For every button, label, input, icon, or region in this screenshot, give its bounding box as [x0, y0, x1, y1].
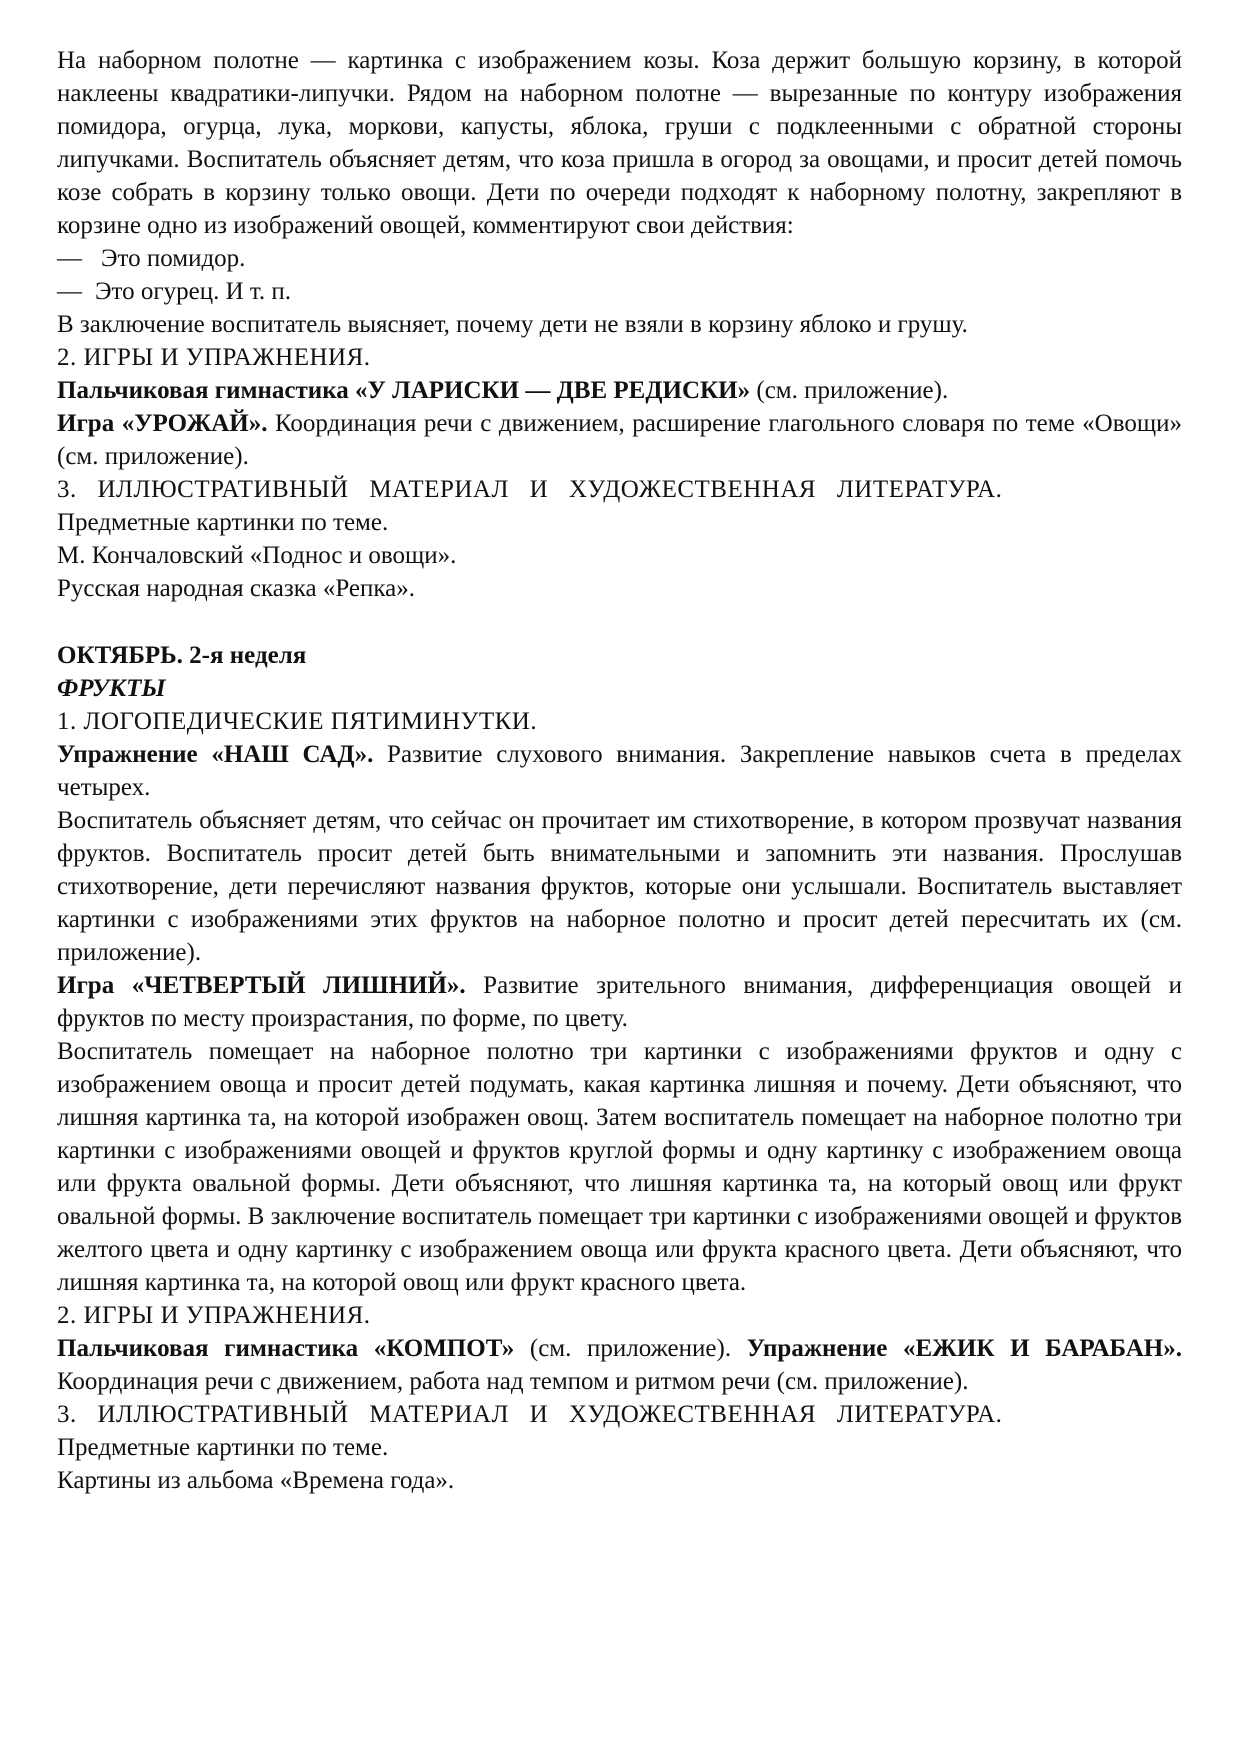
harvest-game-paragraph — [57, 407, 1182, 473]
fourth-extra-text: Развитие зрительного внимания, дифференциация овощей и фруктов по месту произрастания, по форме, по цвету. — [57, 972, 1182, 1032]
our-garden-description: Воспитатель объясняет детям, что сейчас он прочитает им стихотворение, в котором прозвучат названия фруктов. Воспитатель просит детей быть внимательными и запомнить эти названия. Прослушав стихотворение, дети перечисляют названия фруктов, которые они услышали. Воспитатель выставляет картинки с изображениями этих фруктов на наборное полотно и просит детей пересчитать их (см. приложение). — [57, 807, 1182, 966]
week-heading — [57, 639, 1182, 672]
dash-mark: — — [57, 245, 82, 272]
dash-text: Это помидор. — [101, 245, 246, 272]
document-page — [57, 44, 1182, 1497]
spacer — [57, 605, 1182, 639]
hedgehog-title: Упражнение «ЕЖИК И БАРАБАН». — [746, 1335, 1183, 1362]
hedgehog-text: Координация речи с движением, работа над темпом и ритмом речи (см. приложение). — [57, 1368, 969, 1395]
finger-gym-paragraph — [57, 374, 1182, 407]
compote-text: (см. приложение). — [514, 1335, 747, 1362]
harvest-game-title: Игра «УРОЖАЙ». — [57, 410, 268, 437]
section-title-speech: 1. ЛОГОПЕДИЧЕСКИЕ ПЯТИМИНУТКИ. — [57, 708, 538, 735]
intro-paragraph: На наборном полотне — картинка с изображением козы. Коза держит большую корзину, в которой наклеены квадратики-липучки. Рядом на наборном полотне — вырезанные по контуру изображения помидора, огурца, лука, моркови, капусты, яблока, груши с подклеенными с обратной стороны липучками. Воспитатель объясняет детям, что коза пришла в огород за овощами, и просит детей помочь козе собрать в корзину только овощи. Дети по очереди подходят к наборному полотну, закрепляют в корзине одно из изображений овощей, комментируют свои действия: — [57, 47, 1182, 239]
dash-item — [57, 242, 1182, 275]
week-heading-text: ОКТЯБРЬ. 2-я неделя — [57, 642, 307, 669]
our-garden-text: Развитие слухового внимания. Закрепление навыков счета в пределах четырех. — [57, 741, 1183, 801]
compote-title: Пальчиковая гимнастика «КОМПОТ» — [57, 1335, 515, 1362]
finger-gym-text: (см. приложение). — [750, 377, 949, 404]
our-garden-paragraph — [57, 738, 1182, 804]
dash-text: Это огурец. И т. п. — [95, 278, 292, 305]
dash-mark: — — [57, 278, 82, 305]
material-line: Предметные картинки по теме. — [57, 1434, 389, 1461]
fourth-extra-paragraph — [57, 969, 1182, 1035]
dash-item — [57, 275, 1182, 308]
our-garden-title: Упражнение «НАШ САД». — [57, 741, 374, 768]
harvest-game-text: Координация речи с движением, расширение глагольного словаря по теме «Овощи» (см. приложение). — [57, 410, 1182, 470]
section-title-games: 2. ИГРЫ И УПРАЖНЕНИЯ. — [57, 344, 371, 371]
material-line: Картины из альбома «Времена года». — [57, 1467, 455, 1494]
finger-gym-title: Пальчиковая гимнастика «У ЛАРИСКИ — ДВЕ РЕДИСКИ» — [57, 377, 751, 404]
compote-paragraph — [57, 1332, 1182, 1398]
fourth-extra-description: Воспитатель помещает на наборное полотно три картинки с изображениями фруктов и одну с изображением овоща и просит детей подумать, какая картинка лишняя и почему. Дети объясняют, что лишняя картинка та, на которой изображен овощ. Затем воспитатель помещает на наборное полотно три картинки с изображениями овощей и фруктов круглой формы и одну картинку с изображением овоща или фрукта овальной формы. Дети объясняют, что лишняя картинка та, на который овощ или фрукт овальной формы. В заключение воспитатель помещает три картинки с изображениями овощей и фруктов желтого цвета и одну картинку с изображением овоща или фрукта красного цвета. Дети объясняют, что лишняя картинка та, на которой овощ или фрукт красного цвета. — [57, 1038, 1182, 1296]
section-title-illustrative: 3. ИЛЛЮСТРАТИВНЫЙ МАТЕРИАЛ И ХУДОЖЕСТВЕННАЯ ЛИТЕРАТУРА. — [57, 476, 1003, 503]
section-title-illustrative: 3. ИЛЛЮСТРАТИВНЫЙ МАТЕРИАЛ И ХУДОЖЕСТВЕННАЯ ЛИТЕРАТУРА. — [57, 1401, 1003, 1428]
fourth-extra-title: Игра «ЧЕТВЕРТЫЙ ЛИШНИЙ». — [57, 972, 466, 999]
intro-conclusion: В заключение воспитатель выясняет, почему дети не взяли в корзину яблоко и грушу. — [57, 311, 968, 338]
material-line: М. Кончаловский «Поднос и овощи». — [57, 542, 457, 569]
material-line: Русская народная сказка «Репка». — [57, 575, 416, 602]
section-title-games: 2. ИГРЫ И УПРАЖНЕНИЯ. — [57, 1302, 371, 1329]
material-line: Предметные картинки по теме. — [57, 509, 389, 536]
topic-heading — [57, 672, 1182, 705]
topic-heading-text: ФРУКТЫ — [57, 675, 166, 702]
